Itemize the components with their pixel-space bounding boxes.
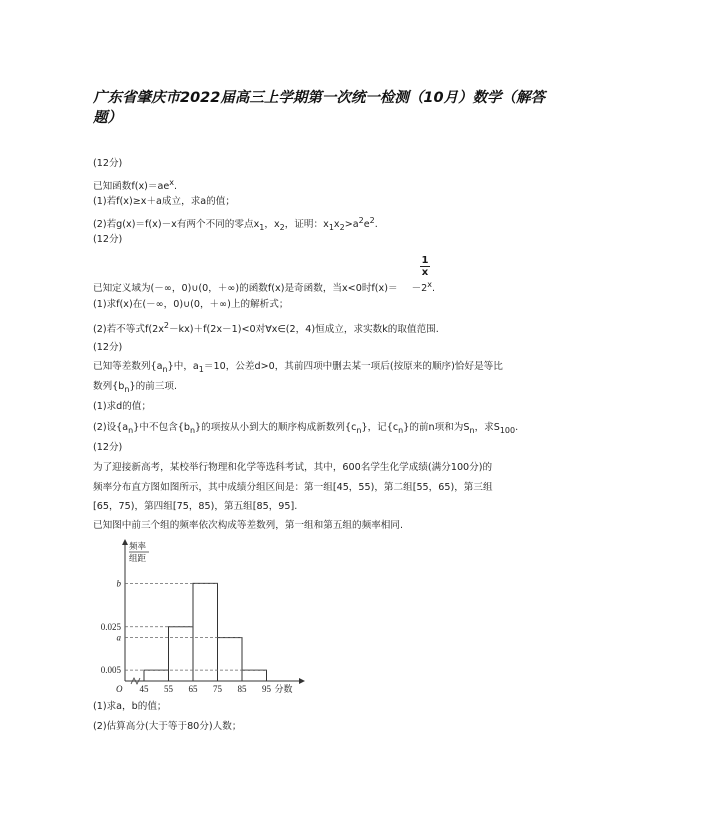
problem-statement: 为了迎接新高考，某校举行物理和化学等选科考试，其中，600名学生化学成绩(满分100分)的	[93, 462, 493, 473]
problem-statement: 已知等差数列$\{a_n\}$中，$a_1=10$，公差d>0，其前四项中删去某一项后(按原来的顺序)恰好是等比	[93, 361, 503, 374]
problem-score: (12分)	[93, 442, 123, 453]
x-tick-label: 65	[188, 684, 198, 694]
problem-statement: 数列$\{b_n\}$的前三项.	[93, 381, 177, 394]
question-2: (2)若g(x)＝f(x)－x有两个不同的零点$x_1$，$x_2$，证明：$x_1x_2>a^2e^2$.	[93, 216, 378, 233]
histogram-bar	[193, 583, 218, 681]
x-tick-label: 85	[237, 684, 247, 694]
question-1: (1)求d的值；	[93, 401, 152, 412]
question-2: (2)若不等式$f(2x^2-kx)+f(2x-1)<0$对∀x∈(2，4)恒成立，求实数k的取值范围.	[93, 321, 439, 336]
histogram-bar	[144, 670, 169, 681]
y-axis-label-bottom: 组距	[129, 553, 147, 563]
fraction-one-over-x: $\frac{1}{x}$	[421, 255, 429, 278]
problem-statement: 已知定义域为(－∞，0)∪(0，＋∞)的函数f(x)是奇函数，当x<0时$f(x)= -2^x$.	[93, 280, 436, 295]
frequency-histogram	[95, 537, 310, 695]
y-tick-label: b	[116, 578, 121, 589]
x-axis-label: 分数	[274, 684, 293, 694]
x-tick-label: 45	[139, 684, 149, 694]
y-tick-label: a	[116, 632, 121, 643]
question-2: (2)估算高分(大于等于80分)人数；	[93, 721, 242, 732]
histogram-bar	[242, 670, 267, 681]
page-title: 广东省肇庆市2022届高三上学期第一次统一检测（10月）数学（解答题）	[93, 90, 546, 126]
problem-statement: 频率分布直方图如图所示，其中成绩分组区间是：第一组[45，55)，第二组[55，65)，第三组	[93, 482, 493, 493]
question-1: (1)求a，b的值；	[93, 701, 167, 712]
y-tick-label: 0.005	[100, 665, 121, 676]
x-axis-arrow	[299, 678, 305, 684]
problem-statement: 已知图中前三个组的频率依次构成等差数列，第一组和第五组的频率相同.	[93, 520, 404, 531]
problem-statement: [65，75)，第四组[75，85)，第五组[85，95].	[93, 501, 298, 512]
problem-score: (12分)	[93, 158, 123, 169]
problem-score: (12分)	[93, 342, 123, 353]
question-1: (1)若f(x)≥x＋a成立，求a的值；	[93, 196, 235, 207]
question-1: (1)求f(x)在(－∞，0)∪(0，＋∞)上的解析式；	[93, 299, 289, 310]
x-tick-label: 95	[262, 684, 271, 694]
y-axis-label-top: 频率	[129, 541, 147, 551]
x-tick-label: 75	[213, 684, 222, 694]
problem-statement: 已知函数$f(x)=ae^x$.	[93, 178, 178, 193]
y-tick-label: 0.025	[100, 621, 121, 632]
question-2: (2)设$\{a_n\}$中不包含$\{b_n\}$的项按从小到大的顺序构成新数列$\{c_n\}$，记$\{c_n\}$的前n项和为$S_n$，求$S_{100}$.	[93, 422, 519, 435]
problem-score: (12分)	[93, 234, 123, 245]
x-tick-label: 55	[164, 684, 173, 694]
origin-label: O	[116, 684, 123, 694]
histogram-bar	[218, 638, 243, 681]
y-axis-arrow	[122, 539, 128, 545]
histogram-bar	[169, 627, 194, 681]
